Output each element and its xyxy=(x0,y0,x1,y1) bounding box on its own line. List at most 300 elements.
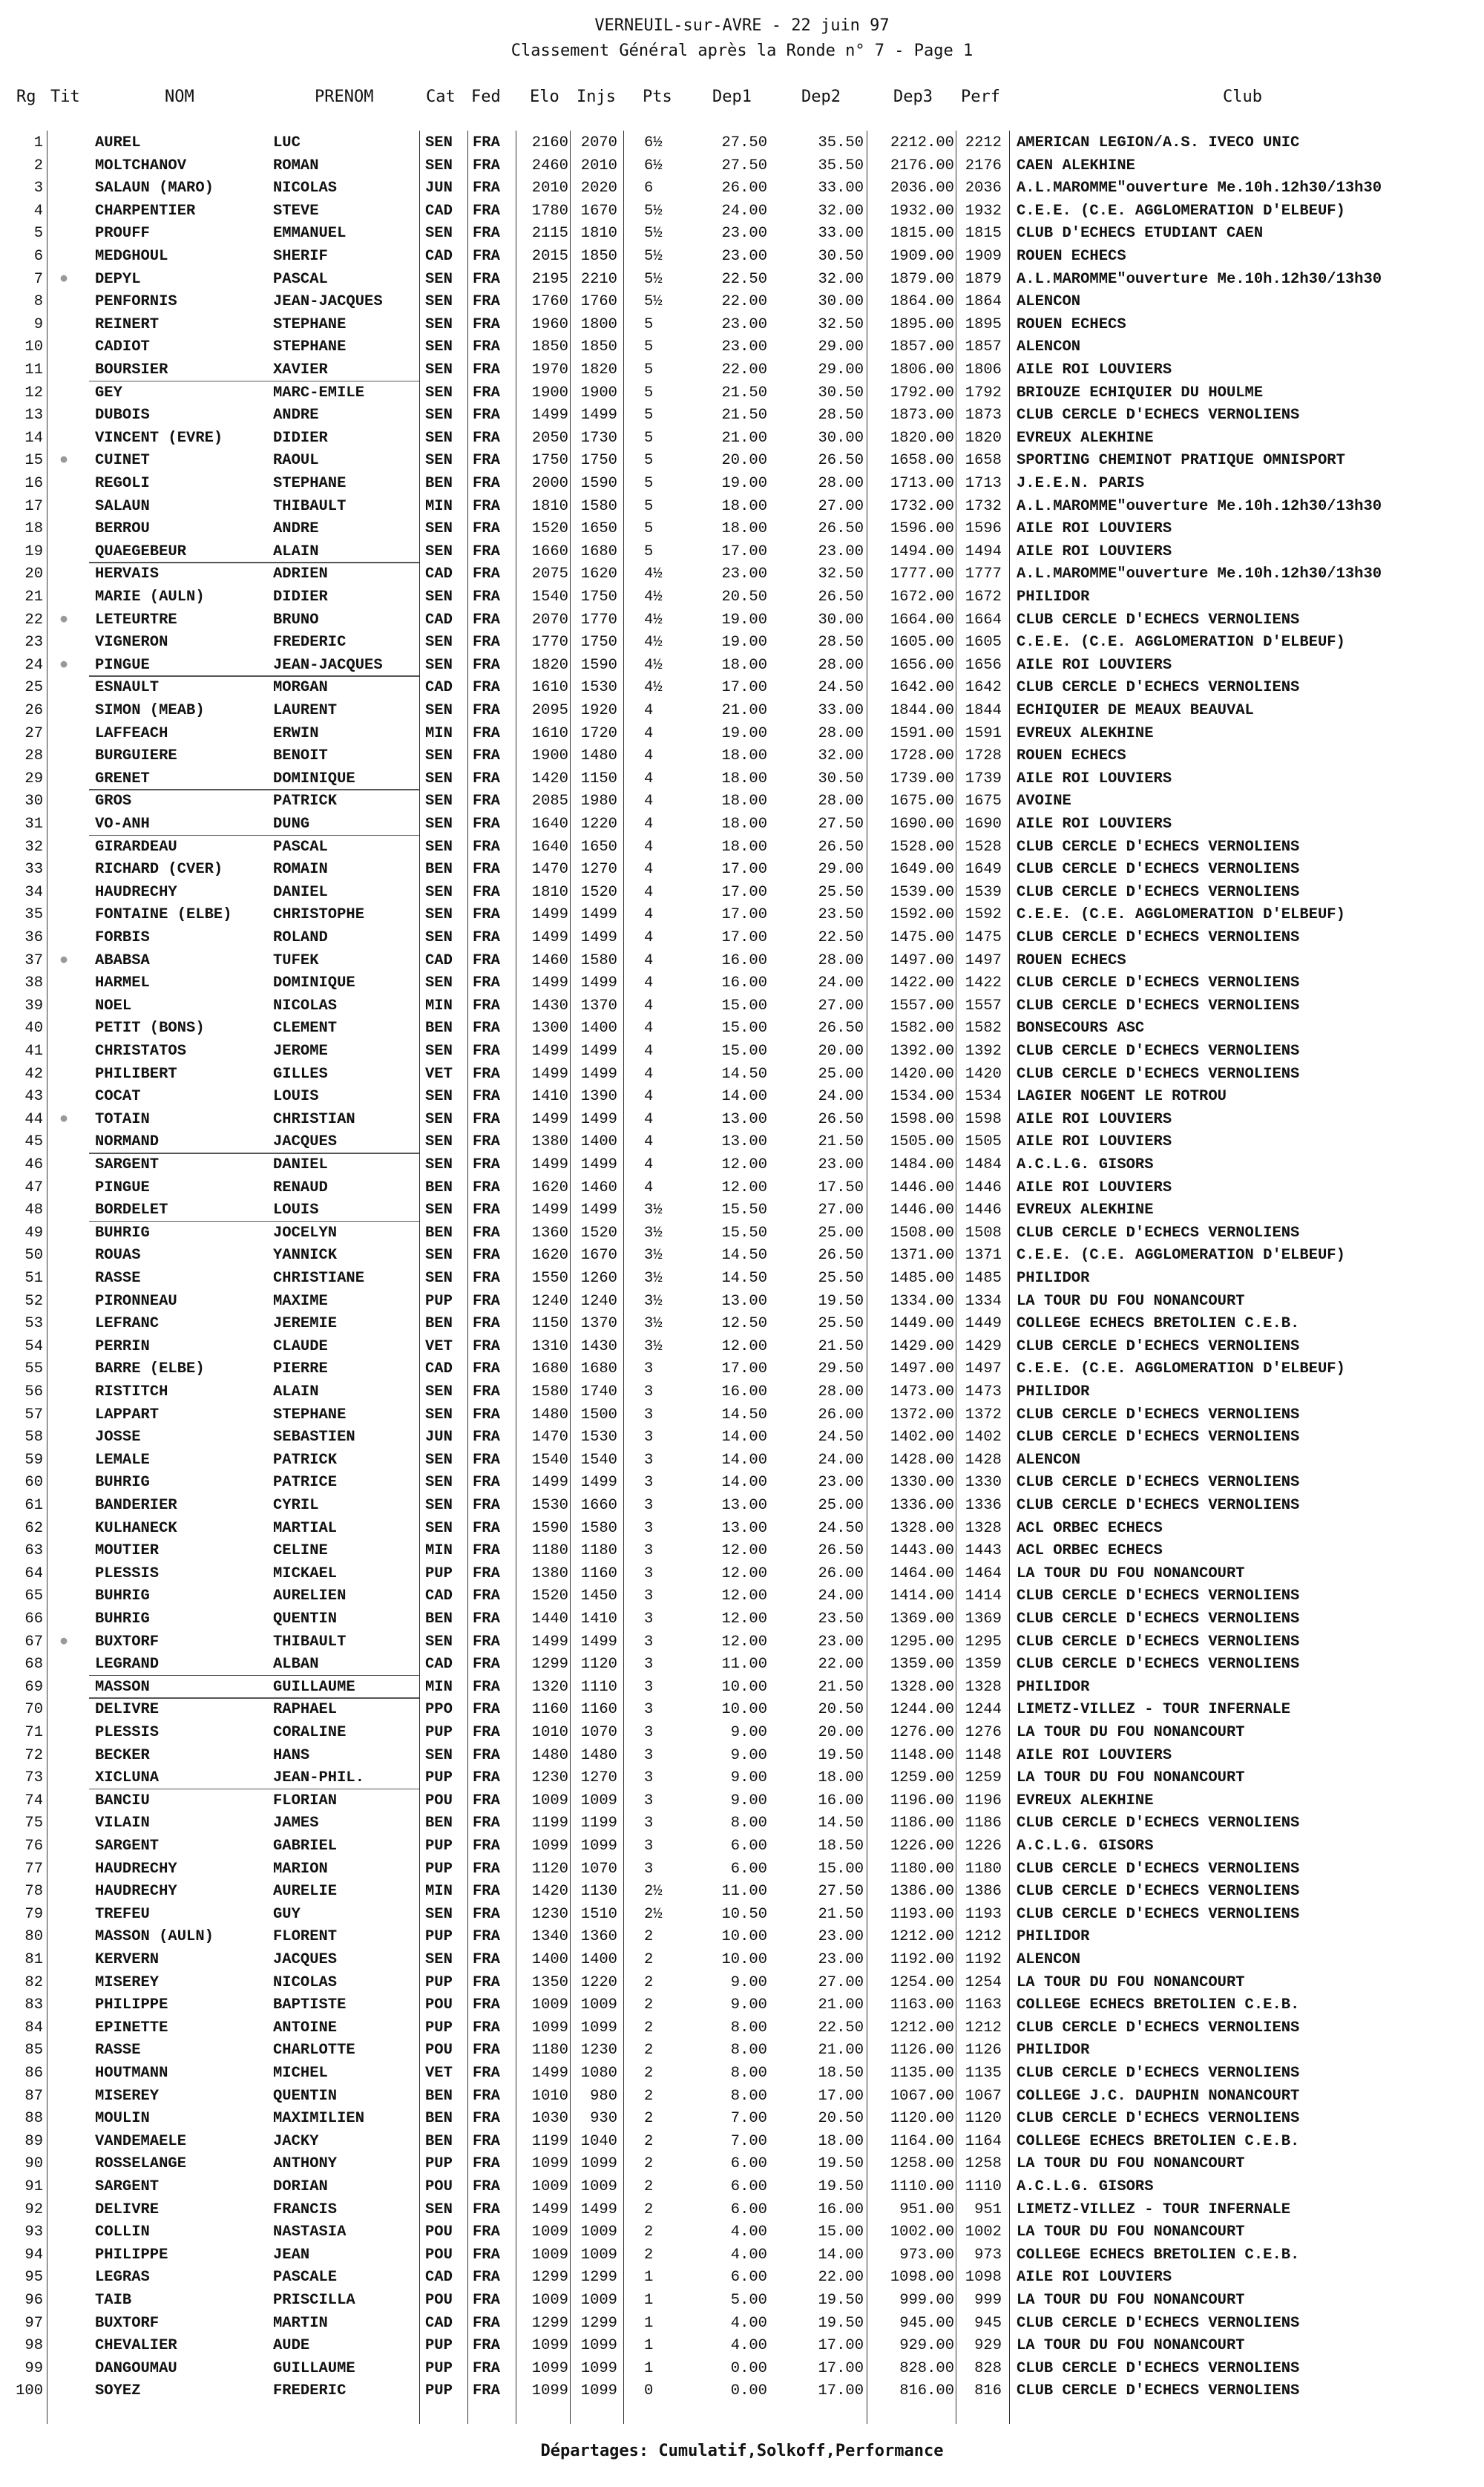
cell-federation: FRA xyxy=(473,1996,500,2014)
cell-federation: FRA xyxy=(473,1633,500,1651)
cell-elo: 1580 xyxy=(531,1383,568,1400)
cell-dep2: 32.00 xyxy=(818,202,864,220)
cell-category: SEN xyxy=(425,543,453,560)
cell-category: SEN xyxy=(425,361,453,379)
cell-federation: FRA xyxy=(473,2224,500,2241)
cell-first-name: QUENTIN xyxy=(273,1611,338,1628)
cell-perf: 1815 xyxy=(965,225,1002,243)
cell-dep2: 25.50 xyxy=(818,883,864,901)
cell-dep3: 951.00 xyxy=(899,2201,954,2218)
cell-dep3: 1534.00 xyxy=(890,1088,954,1106)
cell-elo: 1850 xyxy=(531,338,568,356)
cell-perf: 1732 xyxy=(965,497,1002,515)
cell-elo: 1499 xyxy=(531,929,568,946)
cell-dep3: 1690.00 xyxy=(890,816,954,833)
cell-rank: 55 xyxy=(24,1360,43,1378)
cell-dep2: 24.50 xyxy=(818,1429,864,1446)
cell-federation: FRA xyxy=(473,2292,500,2309)
cell-club: CLUB CERCLE D'ECHECS VERNOLIENS xyxy=(1017,1043,1300,1060)
cell-first-name: TUFEK xyxy=(273,951,319,969)
cell-perf: 1446 xyxy=(965,1179,1002,1196)
cell-last-name: SALAUN (MARO) xyxy=(95,180,214,197)
cell-perf: 1879 xyxy=(965,270,1002,288)
cell-category: MIN xyxy=(425,724,453,742)
cell-elo: 1620 xyxy=(531,1179,568,1196)
cell-federation: FRA xyxy=(473,1088,500,1106)
cell-category: POU xyxy=(425,2042,453,2060)
cell-category: SEN xyxy=(425,2201,453,2218)
cell-dep2: 27.00 xyxy=(818,1202,864,1219)
cell-elo: 1460 xyxy=(531,951,568,969)
cell-federation: FRA xyxy=(473,2155,500,2173)
cell-dep2: 27.50 xyxy=(818,1883,864,1901)
cell-last-name: VANDEMAELE xyxy=(95,2132,187,2150)
table-row xyxy=(0,1790,1484,1813)
cell-perf: 1864 xyxy=(965,293,1002,311)
cell-dep1: 4.00 xyxy=(730,2337,767,2355)
cell-points: 4 xyxy=(644,816,654,833)
cell-first-name: MAXIMILIEN xyxy=(273,2110,365,2128)
table-row xyxy=(0,336,1484,359)
cell-last-name: BUHRIG xyxy=(95,1224,150,1242)
cell-rank: 52 xyxy=(24,1292,43,1310)
cell-category: MIN xyxy=(425,1883,453,1901)
cell-dep1: 23.00 xyxy=(721,566,767,583)
cell-dep3: 1336.00 xyxy=(890,1497,954,1514)
cell-category: PUP xyxy=(425,2019,453,2037)
cell-elo: 1470 xyxy=(531,1429,568,1446)
cell-points: 2 xyxy=(644,2087,654,2105)
table-row xyxy=(0,2131,1484,2154)
cell-rank: 78 xyxy=(24,1883,43,1901)
cell-club: CLUB CERCLE D'ECHECS VERNOLIENS xyxy=(1017,1474,1300,1492)
cell-dep1: 19.00 xyxy=(721,475,767,492)
cell-club: CLUB CERCLE D'ECHECS VERNOLIENS xyxy=(1017,2359,1300,2377)
cell-dep2: 32.00 xyxy=(818,747,864,765)
cell-dep3: 1186.00 xyxy=(890,1815,954,1832)
cell-points: 1 xyxy=(644,2314,654,2332)
cell-rank: 81 xyxy=(24,1951,43,1968)
cell-perf: 1420 xyxy=(965,1065,1002,1083)
cell-first-name: CHRISTOPHE xyxy=(273,906,365,924)
cell-points: 5 xyxy=(644,315,654,333)
table-row xyxy=(0,382,1484,405)
cell-last-name: HAUDRECHY xyxy=(95,1860,177,1878)
cell-perf: 2176 xyxy=(965,157,1002,174)
cell-last-name: BOURSIER xyxy=(95,361,168,379)
cell-first-name: FREDERIC xyxy=(273,634,347,652)
cell-federation: FRA xyxy=(473,1451,500,1469)
cell-elo: 1310 xyxy=(531,1337,568,1355)
cell-dep2: 30.00 xyxy=(818,611,864,629)
cell-first-name: NICOLAS xyxy=(273,1973,338,1991)
cell-dep3: 1728.00 xyxy=(890,747,954,765)
cell-points: 4 xyxy=(644,724,654,742)
cell-club: AILE ROI LOUVIERS xyxy=(1017,656,1172,674)
cell-points: 2½ xyxy=(644,1883,663,1901)
cell-dep2: 15.00 xyxy=(818,1860,864,1878)
cell-federation: FRA xyxy=(473,407,500,425)
cell-injs: 2020 xyxy=(580,180,617,197)
table-row xyxy=(0,723,1484,746)
cell-last-name: NOEL xyxy=(95,997,132,1015)
cell-last-name: PROUFF xyxy=(95,225,150,243)
cell-federation: FRA xyxy=(473,2178,500,2195)
cell-elo: 1380 xyxy=(531,1564,568,1582)
cell-dep2: 28.00 xyxy=(818,475,864,492)
cell-perf: 951 xyxy=(974,2201,1002,2218)
cell-rank: 5 xyxy=(33,225,43,243)
cell-first-name: ALAIN xyxy=(273,1383,319,1400)
cell-dep3: 1420.00 xyxy=(890,1065,954,1083)
cell-rank: 11 xyxy=(24,361,43,379)
cell-elo: 1750 xyxy=(531,452,568,470)
cell-injs: 1499 xyxy=(580,1474,617,1492)
cell-last-name: BANCIU xyxy=(95,1792,150,1809)
cell-elo: 1499 xyxy=(531,1202,568,1219)
table-row xyxy=(0,1745,1484,1768)
cell-dep1: 13.00 xyxy=(721,1519,767,1537)
cell-injs: 1450 xyxy=(580,1587,617,1605)
cell-perf: 1120 xyxy=(965,2110,1002,2128)
cell-dep1: 8.00 xyxy=(730,2019,767,2037)
cell-injs: 2070 xyxy=(580,134,617,151)
cell-dep1: 14.50 xyxy=(721,1247,767,1265)
cell-points: 4 xyxy=(644,1156,654,1173)
cell-dep2: 28.00 xyxy=(818,1383,864,1400)
cell-first-name: GILLES xyxy=(273,1065,328,1083)
cell-rank: 66 xyxy=(24,1611,43,1628)
cell-dep3: 1212.00 xyxy=(890,1928,954,1946)
cell-dep1: 15.00 xyxy=(721,1043,767,1060)
cell-last-name: LEFRANC xyxy=(95,1315,160,1333)
cell-points: 1 xyxy=(644,2269,654,2287)
cell-rank: 86 xyxy=(24,2065,43,2082)
cell-federation: FRA xyxy=(473,1928,500,1946)
table-row xyxy=(0,586,1484,609)
cell-rank: 18 xyxy=(24,520,43,538)
cell-points: 2 xyxy=(644,1951,654,1968)
cell-federation: FRA xyxy=(473,679,500,697)
cell-dep2: 27.50 xyxy=(818,816,864,833)
cell-elo: 1180 xyxy=(531,2042,568,2060)
cell-title-mark: ● xyxy=(59,656,69,674)
cell-points: 4 xyxy=(644,747,654,765)
cell-perf: 1508 xyxy=(965,1224,1002,1242)
cell-perf: 999 xyxy=(974,2292,1002,2309)
cell-federation: FRA xyxy=(473,883,500,901)
cell-club: COLLEGE ECHECS BRETOLIEN C.E.B. xyxy=(1017,1996,1300,2014)
cell-injs: 1240 xyxy=(580,1292,617,1310)
cell-club: EVREUX ALEKHINE xyxy=(1017,1202,1154,1219)
cell-dep1: 24.00 xyxy=(721,202,767,220)
cell-rank: 33 xyxy=(24,861,43,879)
cell-club: CLUB CERCLE D'ECHECS VERNOLIENS xyxy=(1017,1611,1300,1628)
cell-first-name: ROLAND xyxy=(273,929,328,946)
cell-perf: 1464 xyxy=(965,1564,1002,1582)
cell-injs: 1400 xyxy=(580,1133,617,1151)
cell-dep3: 1528.00 xyxy=(890,838,954,856)
cell-last-name: BUXTORF xyxy=(95,2314,160,2332)
cell-first-name: CLEMENT xyxy=(273,1020,338,1038)
cell-club: CLUB CERCLE D'ECHECS VERNOLIENS xyxy=(1017,2019,1300,2037)
cell-category: SEN xyxy=(425,429,453,447)
cell-club: CLUB D'ECHECS ETUDIANT CAEN xyxy=(1017,225,1264,243)
cell-dep3: 1895.00 xyxy=(890,315,954,333)
cell-elo: 2195 xyxy=(531,270,568,288)
cell-points: 6½ xyxy=(644,134,663,151)
cell-rank: 3 xyxy=(33,180,43,197)
cell-dep3: 1539.00 xyxy=(890,883,954,901)
cell-dep3: 1414.00 xyxy=(890,1587,954,1605)
cell-rank: 9 xyxy=(33,315,43,333)
cell-federation: FRA xyxy=(473,384,500,402)
table-row xyxy=(0,1472,1484,1495)
cell-federation: FRA xyxy=(473,361,500,379)
cell-dep1: 17.00 xyxy=(721,1360,767,1378)
cell-first-name: BRUNO xyxy=(273,611,319,629)
cell-rank: 12 xyxy=(24,384,43,402)
cell-dep2: 24.00 xyxy=(818,1587,864,1605)
cell-club: CLUB CERCLE D'ECHECS VERNOLIENS xyxy=(1017,1587,1300,1605)
cell-dep3: 973.00 xyxy=(899,2246,954,2264)
cell-dep2: 23.00 xyxy=(818,1633,864,1651)
cell-federation: FRA xyxy=(473,248,500,265)
table-row xyxy=(0,813,1484,836)
cell-federation: FRA xyxy=(473,793,500,810)
cell-category: BEN xyxy=(425,2132,453,2150)
cell-elo: 1410 xyxy=(531,1088,568,1106)
cell-points: 4 xyxy=(644,974,654,992)
cell-points: 3 xyxy=(644,1497,654,1514)
cell-first-name: JACKY xyxy=(273,2132,319,2150)
cell-last-name: GEY xyxy=(95,384,122,402)
cell-points: 5 xyxy=(644,361,654,379)
cell-federation: FRA xyxy=(473,906,500,924)
cell-points: 5 xyxy=(644,520,654,538)
cell-elo: 1499 xyxy=(531,407,568,425)
cell-dep3: 1259.00 xyxy=(890,1769,954,1787)
cell-dep1: 10.00 xyxy=(721,1928,767,1946)
cell-dep3: 1135.00 xyxy=(890,2065,954,2082)
cell-injs: 1460 xyxy=(580,1179,617,1196)
cell-federation: FRA xyxy=(473,1337,500,1355)
cell-dep1: 16.00 xyxy=(721,951,767,969)
cell-points: 3½ xyxy=(644,1270,663,1287)
cell-last-name: PERRIN xyxy=(95,1337,150,1355)
cell-club: C.E.E. (C.E. AGGLOMERATION D'ELBEUF) xyxy=(1017,1247,1345,1265)
cell-dep3: 816.00 xyxy=(899,2382,954,2400)
cell-category: PUP xyxy=(425,1973,453,1991)
table-row xyxy=(0,1812,1484,1835)
cell-dep3: 999.00 xyxy=(899,2292,954,2309)
cell-perf: 1212 xyxy=(965,1928,1002,1946)
table-row xyxy=(0,1631,1484,1654)
cell-dep1: 18.00 xyxy=(721,793,767,810)
cell-first-name: PRISCILLA xyxy=(273,2292,355,2309)
cell-category: SEN xyxy=(425,338,453,356)
table-row xyxy=(0,291,1484,314)
cell-perf: 1792 xyxy=(965,384,1002,402)
cell-perf: 1739 xyxy=(965,770,1002,787)
cell-rank: 57 xyxy=(24,1406,43,1423)
cell-elo: 2000 xyxy=(531,475,568,492)
cell-title-mark: ● xyxy=(59,951,69,969)
cell-injs: 1009 xyxy=(580,1996,617,2014)
cell-points: 3½ xyxy=(644,1292,663,1310)
cell-club: C.E.E. (C.E. AGGLOMERATION D'ELBEUF) xyxy=(1017,634,1345,652)
cell-category: BEN xyxy=(425,861,453,879)
cell-club: ACL ORBEC ECHECS xyxy=(1017,1519,1163,1537)
cell-perf: 1592 xyxy=(965,906,1002,924)
cell-category: SEN xyxy=(425,1383,453,1400)
cell-last-name: LAPPART xyxy=(95,1406,160,1423)
cell-dep3: 1664.00 xyxy=(890,611,954,629)
cell-dep2: 16.00 xyxy=(818,2201,864,2218)
cell-dep3: 1446.00 xyxy=(890,1179,954,1196)
cell-category: SEN xyxy=(425,407,453,425)
cell-last-name: CADIOT xyxy=(95,338,150,356)
cell-federation: FRA xyxy=(473,1701,500,1719)
cell-perf: 1505 xyxy=(965,1133,1002,1151)
cell-club: LA TOUR DU FOU NONANCOURT xyxy=(1017,2224,1245,2241)
cell-points: 5½ xyxy=(644,270,663,288)
cell-dep3: 1857.00 xyxy=(890,338,954,356)
cell-perf: 1596 xyxy=(965,520,1002,538)
cell-points: 2 xyxy=(644,2224,654,2241)
cell-dep2: 30.50 xyxy=(818,384,864,402)
cell-dep3: 1254.00 xyxy=(890,1973,954,1991)
cell-first-name: LAURENT xyxy=(273,702,338,719)
cell-points: 5½ xyxy=(644,225,663,243)
cell-points: 3 xyxy=(644,1792,654,1809)
table-row xyxy=(0,1904,1484,1927)
cell-club: CLUB CERCLE D'ECHECS VERNOLIENS xyxy=(1017,974,1300,992)
cell-dep2: 26.50 xyxy=(818,1110,864,1128)
cell-elo: 1180 xyxy=(531,1542,568,1560)
cell-category: SEN xyxy=(425,883,453,901)
cell-elo: 1540 xyxy=(531,589,568,606)
cell-injs: 1360 xyxy=(580,1928,617,1946)
cell-club: CLUB CERCLE D'ECHECS VERNOLIENS xyxy=(1017,2065,1300,2082)
cell-elo: 1680 xyxy=(531,1360,568,1378)
table-row xyxy=(0,200,1484,223)
cell-elo: 1299 xyxy=(531,1656,568,1674)
cell-dep3: 828.00 xyxy=(899,2359,954,2377)
cell-points: 4 xyxy=(644,1179,654,1196)
cell-dep1: 10.00 xyxy=(721,1701,767,1719)
cell-category: SEN xyxy=(425,1043,453,1060)
cell-elo: 1199 xyxy=(531,1815,568,1832)
cell-rank: 14 xyxy=(24,429,43,447)
cell-category: SEN xyxy=(425,1088,453,1106)
cell-first-name: QUENTIN xyxy=(273,2087,338,2105)
cell-first-name: MICHEL xyxy=(273,2065,328,2082)
cell-dep2: 26.50 xyxy=(818,1247,864,1265)
cell-first-name: CHRISTIANE xyxy=(273,1270,365,1287)
cell-dep2: 30.00 xyxy=(818,293,864,311)
cell-first-name: PASCAL xyxy=(273,838,328,856)
cell-dep2: 30.50 xyxy=(818,248,864,265)
cell-rank: 21 xyxy=(24,589,43,606)
cell-last-name: GROS xyxy=(95,793,132,810)
cell-first-name: PASCAL xyxy=(273,270,328,288)
cell-injs: 1480 xyxy=(580,1746,617,1764)
cell-points: 5 xyxy=(644,338,654,356)
cell-last-name: HERVAIS xyxy=(95,566,160,583)
cell-dep2: 22.50 xyxy=(818,2019,864,2037)
cell-club: LA TOUR DU FOU NONANCOURT xyxy=(1017,2155,1245,2173)
cell-category: CAD xyxy=(425,566,453,583)
cell-club: PHILIDOR xyxy=(1017,1270,1090,1287)
cell-dep2: 28.50 xyxy=(818,634,864,652)
cell-last-name: BANDERIER xyxy=(95,1497,177,1514)
cell-last-name: AUREL xyxy=(95,134,141,151)
cell-dep3: 1596.00 xyxy=(890,520,954,538)
cell-elo: 1009 xyxy=(531,1996,568,2014)
cell-first-name: ANDRE xyxy=(273,520,319,538)
cell-dep3: 1446.00 xyxy=(890,1202,954,1219)
cell-dep1: 23.00 xyxy=(721,225,767,243)
cell-perf: 2036 xyxy=(965,180,1002,197)
cell-dep1: 4.00 xyxy=(730,2246,767,2264)
cell-first-name: GABRIEL xyxy=(273,1838,338,1855)
cell-category: SEN xyxy=(425,906,453,924)
cell-perf: 1528 xyxy=(965,838,1002,856)
cell-rank: 19 xyxy=(24,543,43,560)
cell-federation: FRA xyxy=(473,951,500,969)
cell-federation: FRA xyxy=(473,1883,500,1901)
cell-rank: 90 xyxy=(24,2155,43,2173)
cell-last-name: VILAIN xyxy=(95,1815,150,1832)
cell-rank: 75 xyxy=(24,1815,43,1832)
cell-perf: 1372 xyxy=(965,1406,1002,1423)
cell-elo: 2460 xyxy=(531,157,568,174)
cell-last-name: BUHRIG xyxy=(95,1474,150,1492)
cell-elo: 1540 xyxy=(531,1451,568,1469)
cell-dep1: 9.00 xyxy=(730,1792,767,1809)
cell-first-name: FRANCIS xyxy=(273,2201,338,2218)
cell-points: 3 xyxy=(644,1383,654,1400)
cell-dep2: 19.50 xyxy=(818,1746,864,1764)
cell-dep2: 30.50 xyxy=(818,770,864,787)
cell-dep1: 9.00 xyxy=(730,1724,767,1741)
cell-dep1: 27.50 xyxy=(721,157,767,174)
cell-first-name: AURELIEN xyxy=(273,1587,347,1605)
cell-points: 2 xyxy=(644,2065,654,2082)
cell-dep3: 1505.00 xyxy=(890,1133,954,1151)
cell-dep3: 1485.00 xyxy=(890,1270,954,1287)
cell-dep3: 1806.00 xyxy=(890,361,954,379)
cell-first-name: DOMINIQUE xyxy=(273,974,355,992)
cell-federation: FRA xyxy=(473,134,500,151)
cell-perf: 1895 xyxy=(965,315,1002,333)
cell-last-name: BURGUIERE xyxy=(95,747,177,765)
cell-dep2: 28.00 xyxy=(818,724,864,742)
cell-dep1: 8.00 xyxy=(730,2042,767,2060)
cell-perf: 1098 xyxy=(965,2269,1002,2287)
cell-last-name: DANGOUMAU xyxy=(95,2359,177,2377)
cell-perf: 1539 xyxy=(965,883,1002,901)
cell-points: 3 xyxy=(644,1542,654,1560)
cell-rank: 94 xyxy=(24,2246,43,2264)
cell-last-name: MEDGHOUL xyxy=(95,248,168,265)
cell-dep3: 1605.00 xyxy=(890,634,954,652)
cell-dep3: 1212.00 xyxy=(890,2019,954,2037)
cell-dep3: 1449.00 xyxy=(890,1315,954,1333)
cell-category: PUP xyxy=(425,1564,453,1582)
cell-dep1: 10.00 xyxy=(721,1951,767,1968)
